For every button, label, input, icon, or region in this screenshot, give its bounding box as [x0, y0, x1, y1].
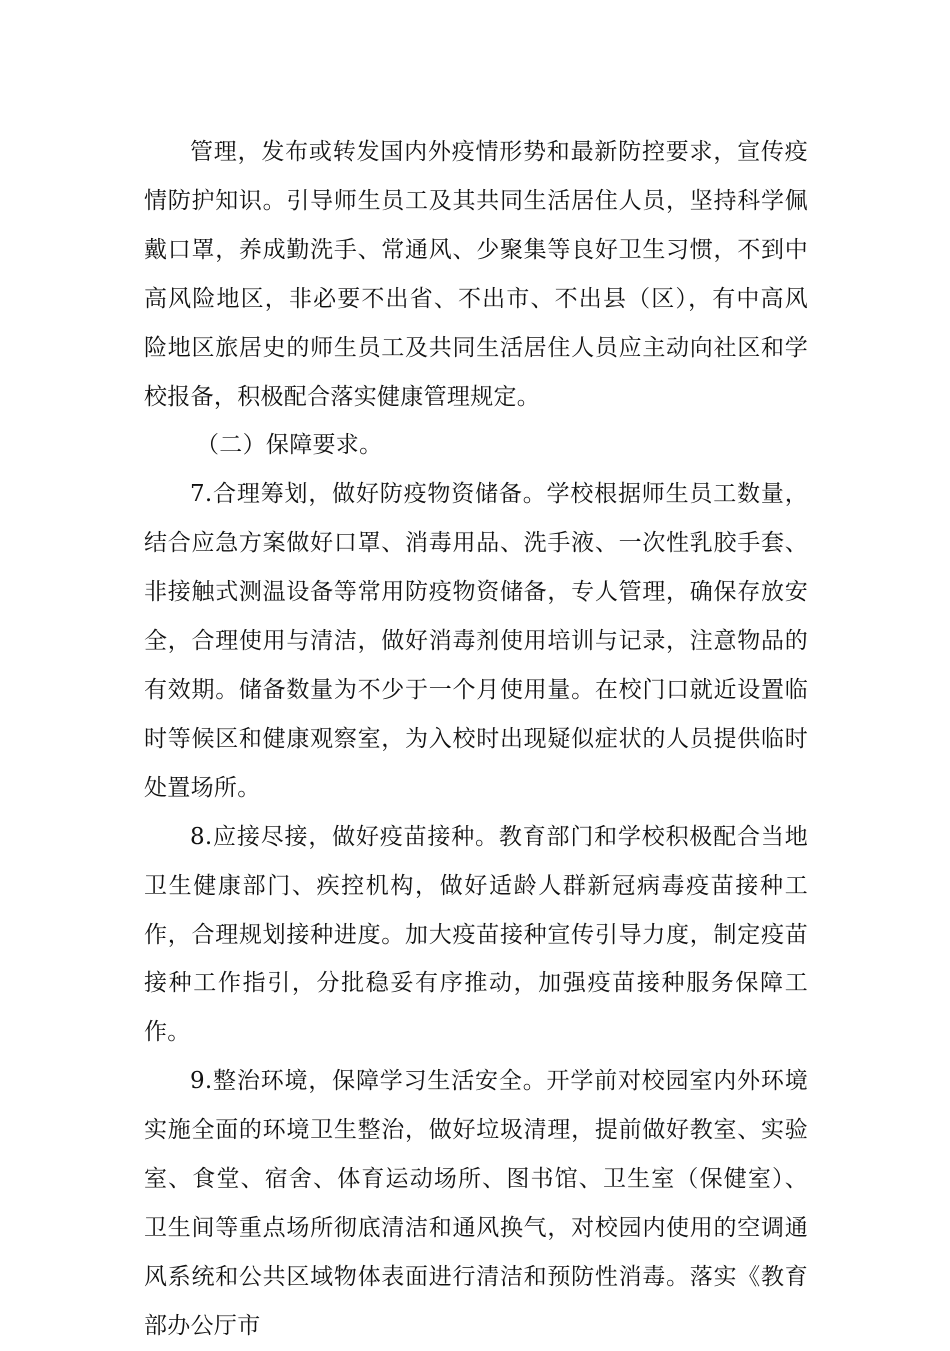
paragraph-health-management: 管理，发布或转发国内外疫情形势和最新防控要求，宣传疫情防护知识。引导师生员工及其共同生活居住人员，坚持科学佩戴口罩，养成勤洗手、常通风、少聚集等良好卫生习惯，不到中高风险地区，非必要不出省、不出市、不出县（区），有中高风险地区旅居史的师生员工及共同生活居住人员应主动向社区和学校报备，积极配合落实健康管理规定。	[144, 139, 808, 410]
paragraph-item-7-supplies: 7.合理筹划，做好防疫物资储备。学校根据师生员工数量，结合应急方案做好口罩、消毒用品、洗手液、一次性乳胶手套、非接触式测温设备等常用防疫物资储备，专人管理，确保存放安全，合理使用与清洁，做好消毒剂使用培训与记录，注意物品的有效期。储备数量为不少于一个月使用量。在校门口就近设置临时等候区和健康观察室，为入校时出现疑似症状的人员提供临时处置场所。	[144, 481, 808, 801]
paragraph-item-8-vaccination: 8.应接尽接，做好疫苗接种。教育部门和学校积极配合当地卫生健康部门、疾控机构，做好适龄人群新冠病毒疫苗接种工作，合理规划接种进度。加大疫苗接种宣传引导力度，制定疫苗接种工作指引，分批稳妥有序推动，加强疫苗接种服务保障工作。	[144, 823, 808, 1046]
section-heading-guarantee-requirements: （二）保障要求。	[196, 432, 383, 459]
paragraph-item-9-environment: 9.整治环境，保障学习生活安全。开学前对校园室内外环境实施全面的环境卫生整治，做好垃圾清理，提前做好教室、实验室、食堂、宿舍、体育运动场所、图书馆、卫生室（保健室）、卫生间等重点场所彻底清洁和通风换气，对校园内使用的空调通风系统和公共区域物体表面进行清洁和预防性消毒。落实《教育部办公厅市	[144, 1068, 808, 1339]
document-body	[144, 128, 808, 1351]
